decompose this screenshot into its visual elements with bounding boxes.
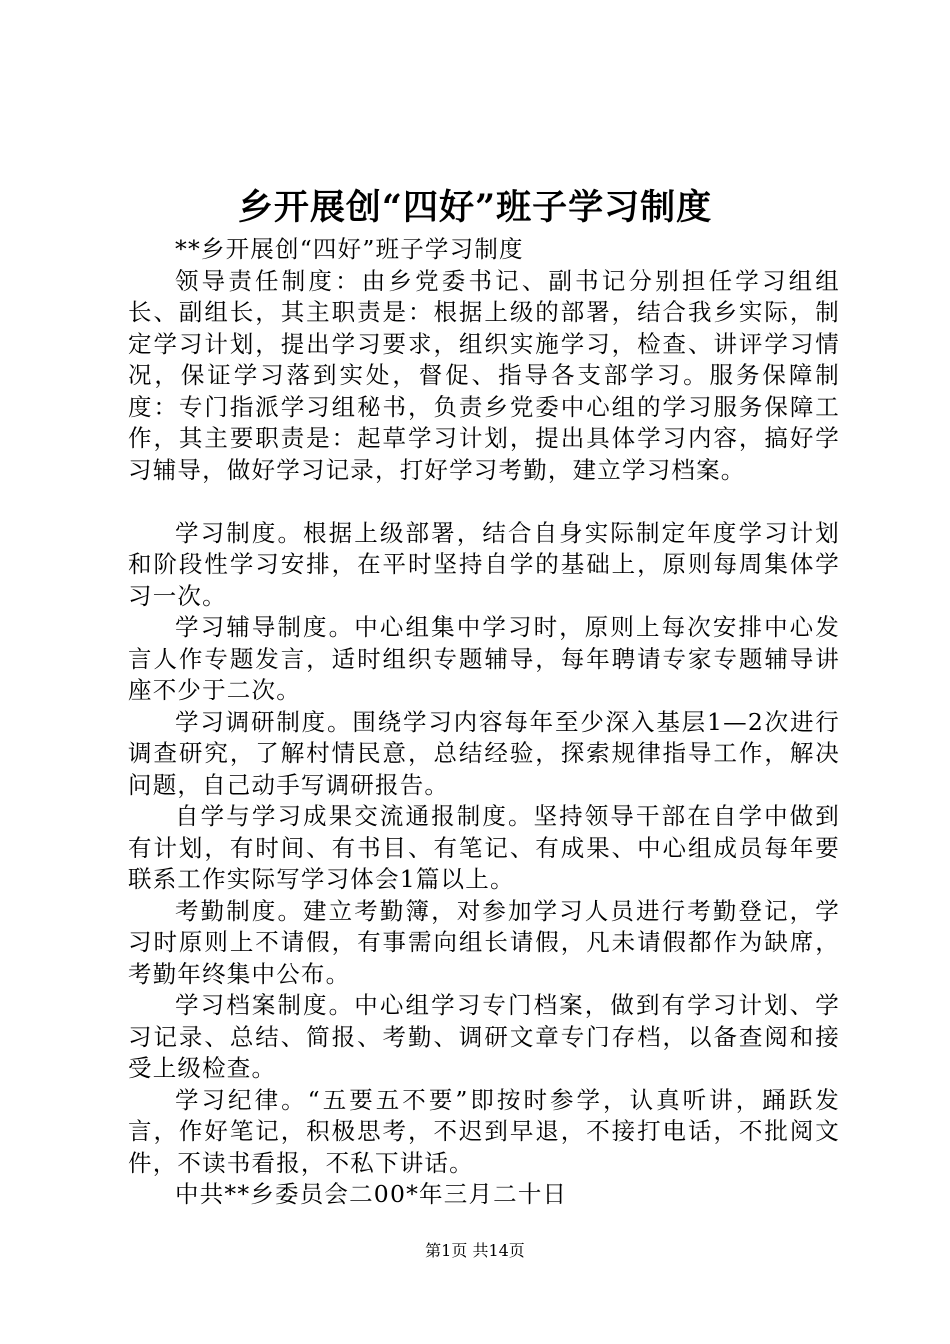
- document-body: [128, 234, 840, 1211]
- paragraph-study-archive: 学习档案制度。中心组学习专门档案，做到有学习计划、学习记录、总结、简报、考勤、调研文章专门存档，以备查阅和接受上级检查。: [128, 991, 840, 1082]
- paragraph-study-discipline: 学习纪律。“五要五不要”即按时参学，认真听讲，踊跃发言，作好笔记，积极思考，不迟到早退，不接打电话，不批阅文件，不读书看报，不私下讲话。: [128, 1085, 840, 1177]
- signature-line: 中共**乡委员会二00*年三月二十日: [175, 1180, 568, 1208]
- page-footer: 第1页 共14页: [425, 1241, 525, 1260]
- paragraph-self-study-exchange: 自学与学习成果交流通报制度。坚持领导干部在自学中做到有计划，有时间、有书目、有笔记、有成果、中心组成员每年要联系工作实际写学习体会1篇以上。: [128, 802, 840, 893]
- paragraph-attendance: 考勤制度。建立考勤簿，对参加学习人员进行考勤登记，学习时原则上不请假，有事需向组长请假，凡未请假都作为缺席，考勤年终集中公布。: [128, 896, 840, 988]
- paragraph-study-research: 学习调研制度。围绕学习内容每年至少深入基层1—2次进行调查研究，了解村情民意，总结经验，探索规律指导工作，解决问题，自己动手写调研报告。: [128, 707, 840, 799]
- document-subtitle: **乡开展创“四好”班子学习制度: [175, 235, 524, 263]
- paragraph-study-system: 学习制度。根据上级部署，结合自身实际制定年度学习计划和阶段性学习安排，在平时坚持自学的基础上，原则每周集体学习一次。: [128, 518, 840, 610]
- paragraph-leadership-responsibility: 领导责任制度：由乡党委书记、副书记分别担任学习组组长、副组长，其主职责是：根据上级的部署，结合我乡实际，制定学习计划，提出学习要求，组织实施学习，检查、讲评学习情况，保证学习落到实处，督促、指导各支部学习。服务保障制度：专门指派学习组秘书，负责乡党委中心组的学习服务保障工作，其主要职责是：起草学习计划，提出具体学习内容，搞好学习辅导，做好学习记录，打好学习考勤，建立学习档案。: [128, 266, 840, 484]
- paragraph-study-guidance: 学习辅导制度。中心组集中学习时，原则上每次安排中心发言人作专题发言，适时组织专题辅导，每年聘请专家专题辅导讲座不少于二次。: [128, 613, 840, 704]
- document-title: 乡开展创“四好”班子学习制度: [237, 187, 713, 228]
